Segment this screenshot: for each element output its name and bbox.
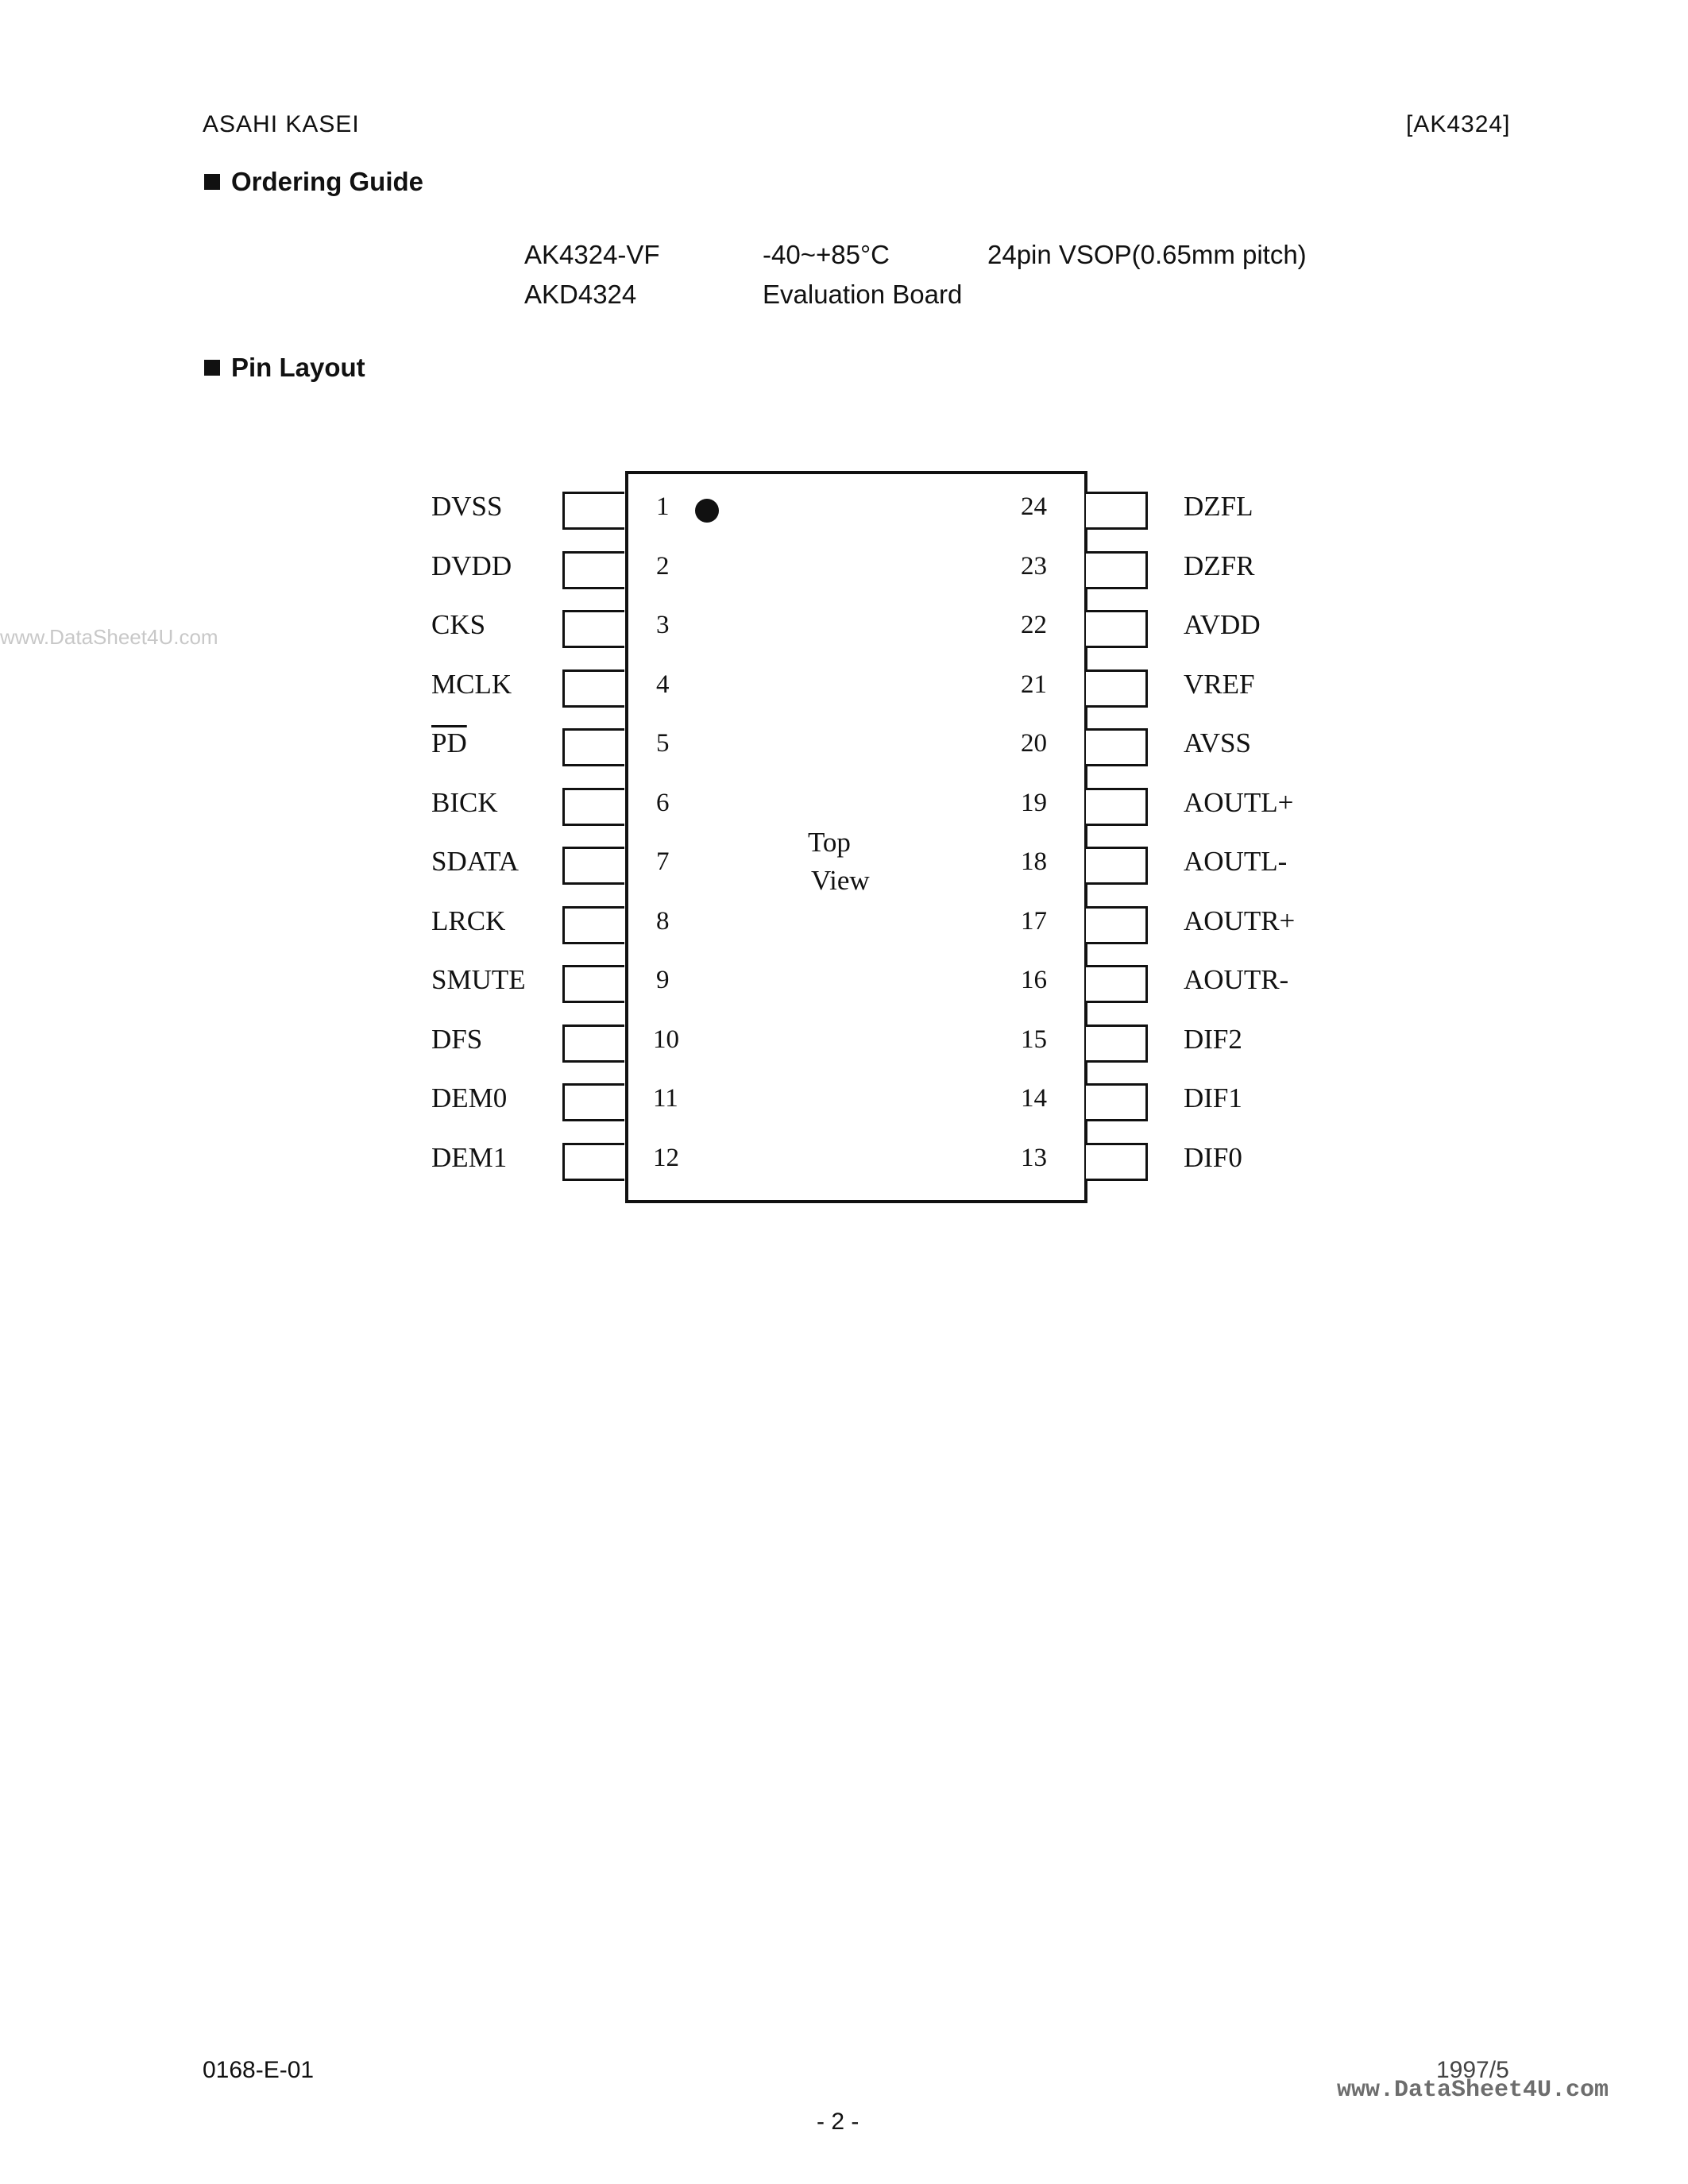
pin-lead-19 [1086,788,1148,826]
pin-number-20: 20 [1021,729,1047,758]
pin-name-8: LRCK [431,905,506,936]
pin-number-14: 14 [1021,1084,1047,1113]
pin-number-2: 2 [656,551,670,581]
pin-name-21: VREF [1184,668,1255,700]
page-number: - 2 - [817,2109,859,2135]
pin-lead-9 [562,965,624,1003]
pin-number-11: 11 [653,1084,678,1113]
pin-name-1: DVSS [431,491,503,522]
pin-lead-1 [562,492,624,530]
pin-lead-22 [1086,610,1148,648]
pin-number-23: 23 [1021,551,1047,581]
pin-lead-5 [562,728,624,766]
pin-lead-3 [562,610,624,648]
pin-lead-13 [1086,1143,1148,1181]
pin-lead-20 [1086,728,1148,766]
pin-name-10: DFS [431,1023,483,1055]
pin-number-10: 10 [653,1024,679,1054]
ordering-guide-heading: Ordering Guide [204,167,423,197]
pin-layout-heading: Pin Layout [204,353,365,383]
pin-number-15: 15 [1021,1024,1047,1054]
ordering-part-1: AK4324-VF [524,240,660,269]
pin-name-14: DIF1 [1184,1082,1242,1113]
watermark-left: www.DataSheet4U.com [0,625,218,649]
pin-lead-15 [1086,1024,1148,1063]
ordering-temp-1: -40~+85°C [763,240,890,269]
document-date: 1997/5 [1436,2057,1509,2083]
pin-name-23: DZFR [1184,550,1255,581]
pin-number-18: 18 [1021,847,1047,876]
part-number: [AK4324] [1406,111,1511,137]
pin-name-9: SMUTE [431,964,526,995]
pin-name-13: DIF0 [1184,1141,1242,1173]
pin-lead-12 [562,1143,624,1181]
pin-number-19: 19 [1021,788,1047,817]
pin-lead-10 [562,1024,624,1063]
pin-number-1: 1 [656,492,670,521]
ordering-package-1: 24pin VSOP(0.65mm pitch) [987,240,1307,269]
pin-name-12: DEM1 [431,1141,508,1173]
pin-number-16: 16 [1021,966,1047,994]
pin-lead-24 [1086,492,1148,530]
pin-lead-6 [562,788,624,826]
pin-name-16: AOUTR- [1184,964,1289,995]
pin-name-15: DIF2 [1184,1023,1242,1055]
pin-number-17: 17 [1021,906,1047,936]
pin-lead-18 [1086,847,1148,885]
pin-number-24: 24 [1021,492,1047,521]
pin-lead-23 [1086,551,1148,589]
pin-name-24: DZFL [1184,491,1253,522]
pin-number-3: 3 [656,611,670,639]
bullet-square-icon [204,360,220,376]
pin-name-5: $\overline{PD}$ [431,727,467,758]
pin-lead-11 [562,1083,624,1121]
pin-lead-14 [1086,1083,1148,1121]
pin-number-6: 6 [656,788,670,817]
pin-lead-4 [562,669,624,708]
pin-lead-2 [562,551,624,589]
pin-number-9: 9 [656,966,670,994]
pin-name-19: AOUTL+ [1184,786,1294,818]
pin-number-12: 12 [653,1143,679,1172]
pin-number-22: 22 [1021,611,1047,639]
pin-lead-16 [1086,965,1148,1003]
pin-name-18: AOUTL- [1184,846,1288,877]
pin-name-4: MCLK [431,668,512,700]
pin-number-5: 5 [656,729,670,758]
pin-name-3: CKS [431,609,486,640]
pin-name-17: AOUTR+ [1184,905,1296,936]
pin-lead-17 [1086,906,1148,944]
pin-number-7: 7 [656,847,670,876]
pin-name-2: DVDD [431,550,512,581]
pin-lead-8 [562,906,624,944]
pin-number-8: 8 [656,906,670,936]
bullet-square-icon [204,174,220,190]
pin-lead-7 [562,847,624,885]
pin1-indicator-dot [695,499,719,523]
document-code: 0168-E-01 [203,2057,315,2083]
pin-lead-21 [1086,669,1148,708]
pin-number-21: 21 [1021,669,1047,699]
pin-name-22: AVDD [1184,609,1261,640]
pin-name-20: AVSS [1184,727,1251,758]
pin-name-6: BICK [431,786,498,818]
pin-number-13: 13 [1021,1143,1047,1172]
ordering-desc-2: Evaluation Board [763,280,963,309]
pin-name-11: DEM0 [431,1082,508,1113]
pin-name-7: SDATA [431,846,519,877]
watermark-right: www.DataSheet4U.com [1337,2077,1609,2104]
pin-number-4: 4 [656,669,670,699]
company-name: ASAHI KASEI [203,111,360,137]
top-view-label: Top View [808,827,870,896]
ordering-part-2: AKD4324 [524,280,637,309]
